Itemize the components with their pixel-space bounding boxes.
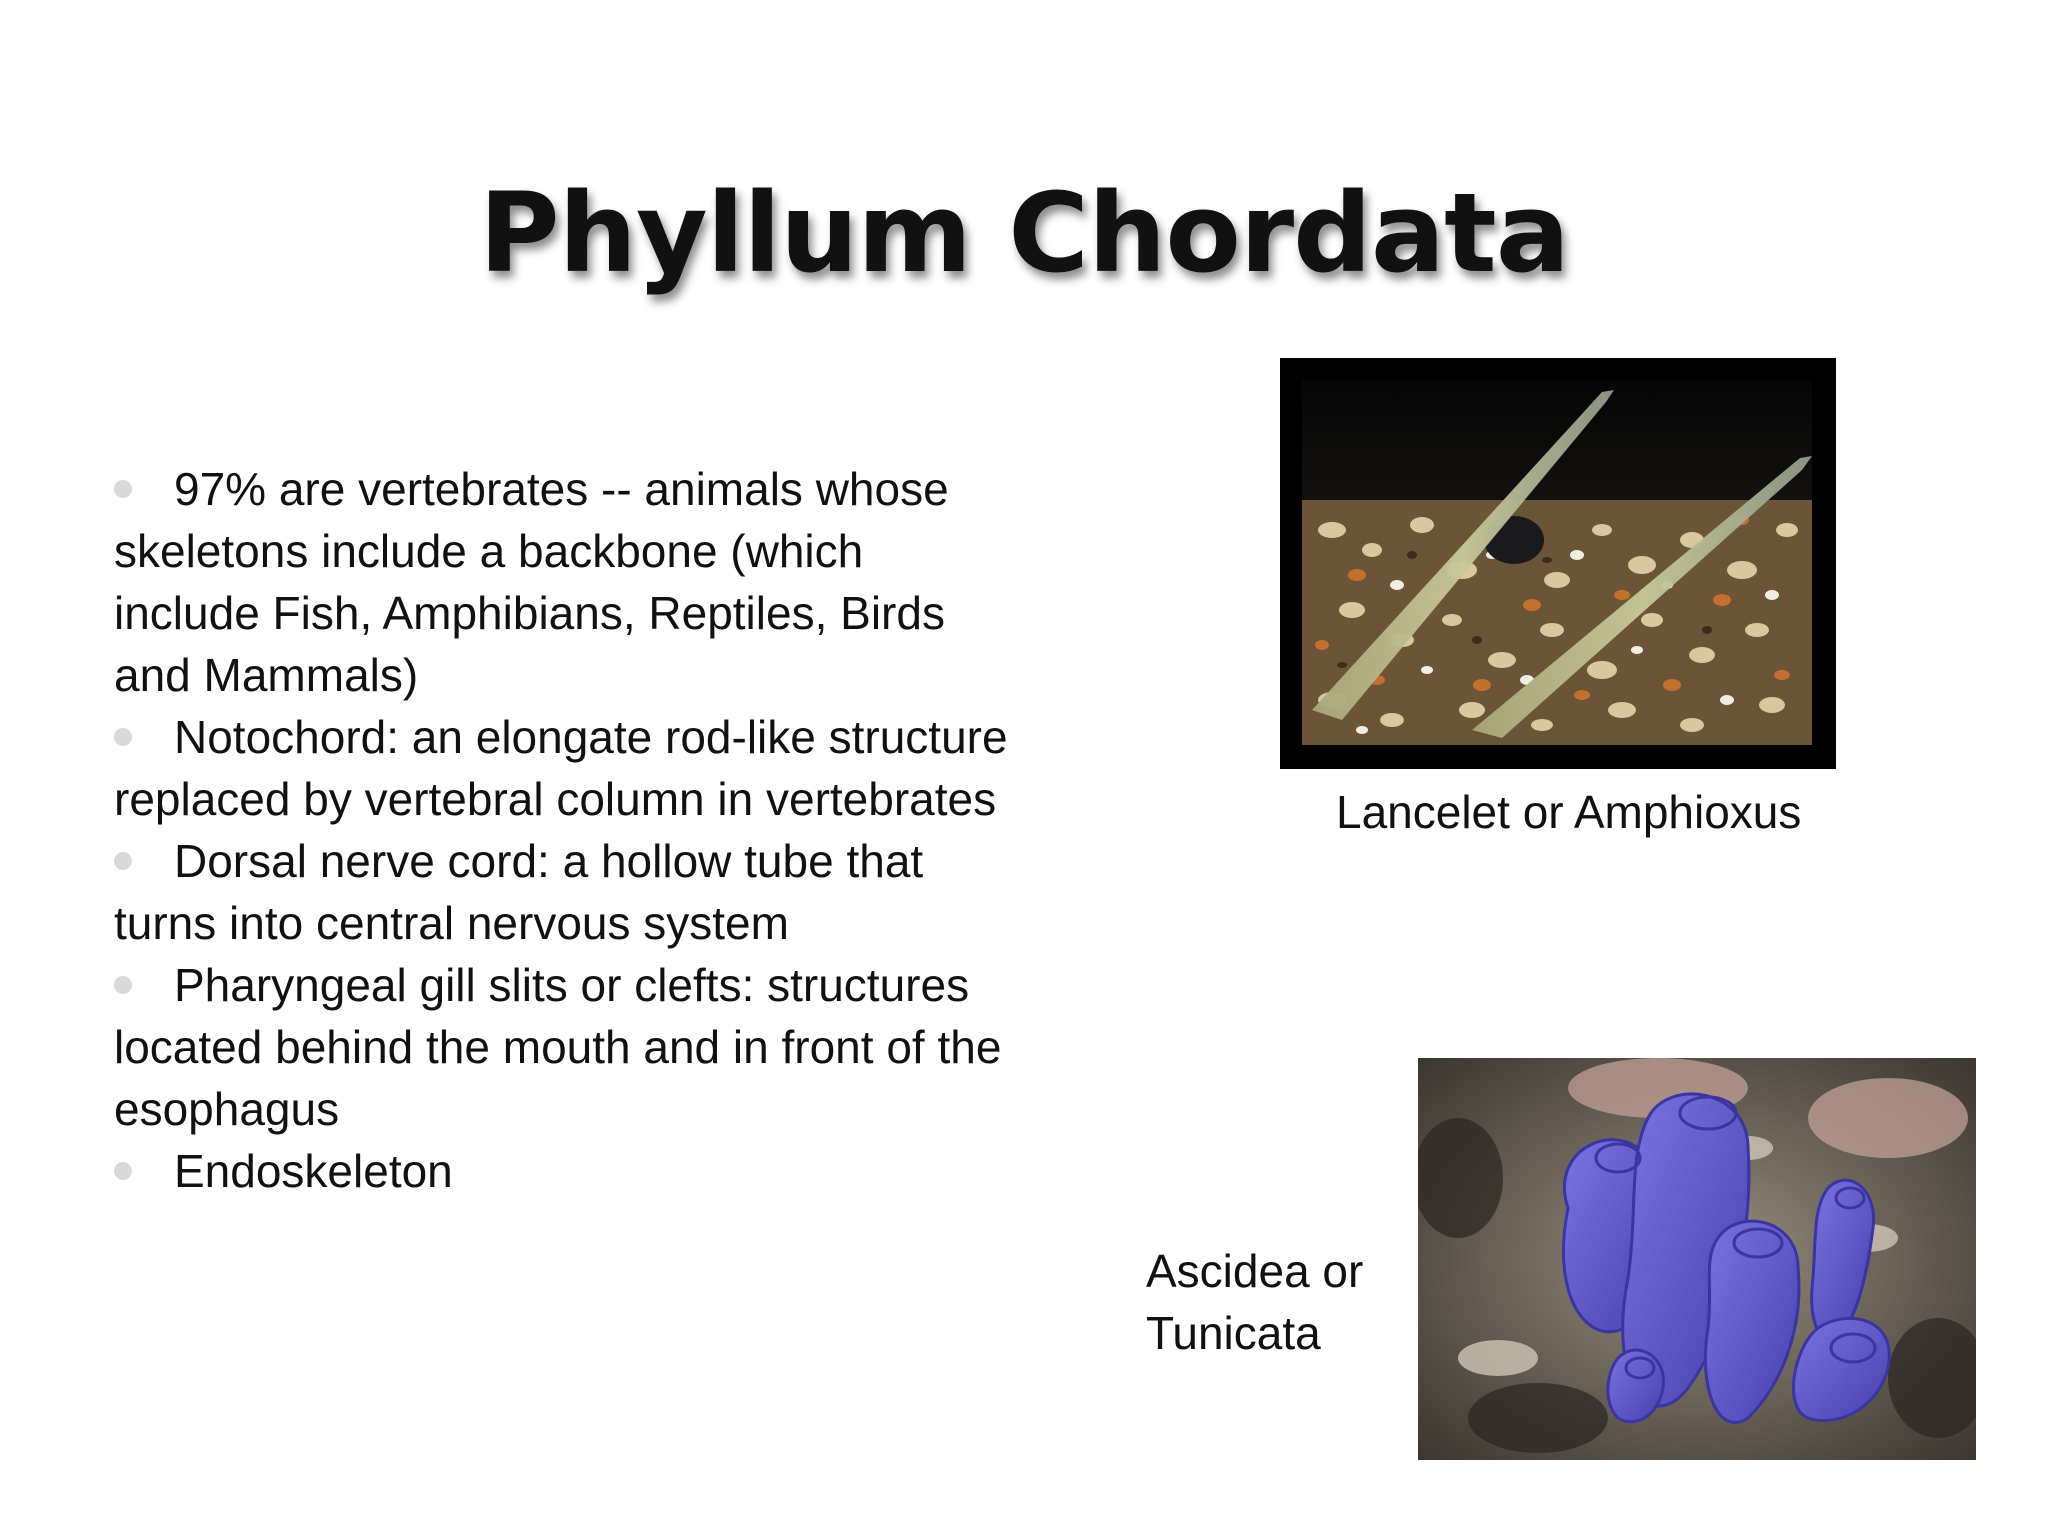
tunicate-caption-line: Ascidea or	[1146, 1245, 1364, 1297]
bullet-text: Endoskeleton	[174, 1145, 453, 1197]
bullet-dot-icon	[114, 728, 132, 746]
bullet-dot-icon	[114, 852, 132, 870]
bullet-dot-icon	[114, 976, 132, 994]
bullet-item	[114, 458, 1014, 706]
bullet-dot-icon	[114, 1162, 132, 1180]
bullet-list	[114, 458, 1014, 1202]
lancelet-photo	[1302, 380, 1812, 745]
bullet-text: 97% are vertebrates -- animals whose skeletons include a backbone (which include Fish, Amphibians, Reptiles, Birds and Mammals)	[114, 463, 949, 701]
tunicate-caption-line: Tunicata	[1146, 1307, 1321, 1359]
bullet-item	[114, 706, 1014, 830]
bullet-item	[114, 954, 1014, 1140]
tunicate-photo	[1418, 1058, 1976, 1460]
bullet-text: Pharyngeal gill slits or clefts: structures located behind the mouth and in front of the esophagus	[114, 959, 1002, 1135]
bullet-text: Dorsal nerve cord: a hollow tube that turns into central nervous system	[114, 835, 924, 949]
bullet-item	[114, 1140, 1014, 1202]
slide-title: Phyllum Chordata	[479, 169, 1569, 297]
bullet-text: Notochord: an elongate rod-like structure replaced by vertebral column in vertebrates	[114, 711, 1008, 825]
bullet-dot-icon	[114, 480, 132, 498]
lancelet-photo-frame	[1280, 358, 1836, 769]
lancelet-caption: Lancelet or Amphioxus	[1336, 786, 1802, 838]
gravel-texture	[1302, 500, 1812, 745]
tunicate-caption	[1146, 1240, 1363, 1364]
bullet-item	[114, 830, 1014, 954]
